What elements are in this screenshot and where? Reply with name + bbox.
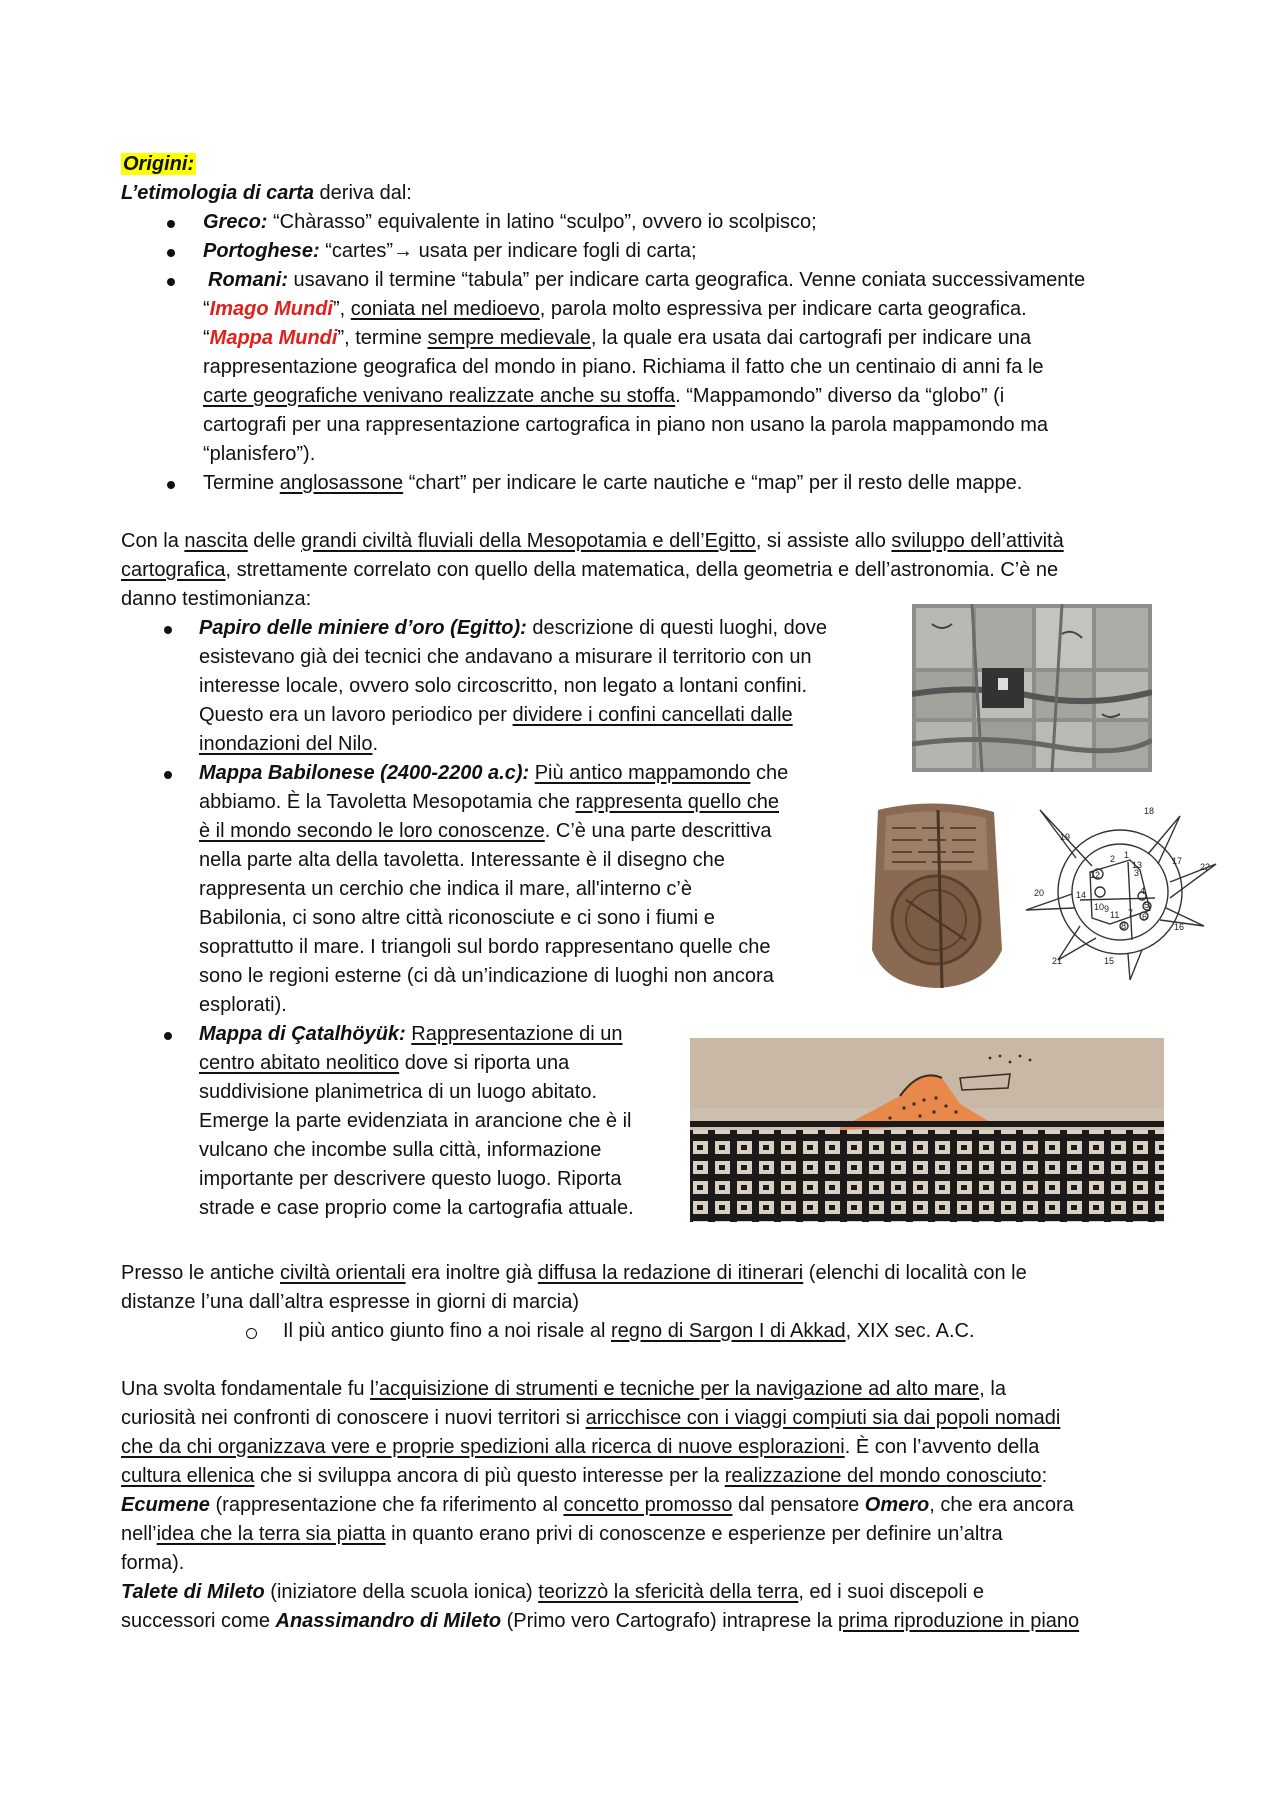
civilta-line-3: danno testimonianza: bbox=[121, 588, 312, 610]
romani-line-5: carte geografiche venivano realizzate anche su stoffa. “Mappamondo” diverso da “globo” (i bbox=[203, 385, 1005, 407]
babilonese-line-9: esplorati). bbox=[199, 994, 287, 1016]
bullet-icon bbox=[167, 481, 175, 489]
romani-line-2: “Imago Mundi”, coniata nel medioevo, parola molto espressiva per indicare carta geografica. bbox=[203, 298, 1027, 320]
bullet-romani: Romani: usavano il termine “tabula” per indicare carta geografica. Venne coniata successivamente bbox=[208, 269, 1086, 291]
diagram-label: 14 bbox=[1076, 890, 1087, 900]
diagram-label: 17 bbox=[1172, 856, 1183, 866]
catal-line-3: suddivisione planimetrica di un luogo abitato. bbox=[199, 1081, 598, 1103]
bullet-icon bbox=[167, 220, 175, 228]
catal-line-2: centro abitato neolitico dove si riporta una bbox=[199, 1052, 570, 1074]
romani-line-7: “planisfero”). bbox=[203, 443, 316, 465]
heading bbox=[121, 150, 196, 179]
bullet-anglosassone: Termine anglosassone “chart” per indicare le carte nautiche e “map” per il resto delle mappe. bbox=[203, 472, 1023, 494]
svolta-line-8: Talete di Mileto (iniziatore della scuola ionica) teorizzò la sfericità della terra, ed i suoi discepoli e bbox=[121, 1581, 984, 1603]
romani-line-6: cartografi per una rappresentazione cartografica in piano non usano la parola mappamondo ma bbox=[203, 414, 1048, 436]
catal-line-6: importante per descrivere questo luogo. Riporta bbox=[199, 1168, 622, 1190]
diagram-label: 6 bbox=[1142, 912, 1148, 922]
svolta-line-4: cultura ellenica che si sviluppa ancora di più questo interesse per la realizzazione del mondo conosciuto: bbox=[121, 1465, 1048, 1487]
diagram-label: 1 bbox=[1124, 850, 1130, 860]
origini-heading: Origini: bbox=[123, 153, 195, 175]
bullet-icon bbox=[167, 249, 175, 257]
papiro-image bbox=[912, 604, 1152, 772]
diagram-label: 7 bbox=[1128, 908, 1134, 918]
papiro-line-1: Papiro delle miniere d’oro (Egitto): descrizione di questi luoghi, dove bbox=[199, 617, 827, 639]
bullet-icon bbox=[167, 278, 175, 286]
diagram-label: 13 bbox=[1132, 860, 1143, 870]
diagram-label: 21 bbox=[1052, 956, 1063, 966]
babilonese-line-3: è il mondo secondo le loro conoscenze. C’è una parte descrittiva bbox=[199, 820, 772, 842]
diagram-label: 4 bbox=[1140, 886, 1146, 896]
papiro-line-5: inondazioni del Nilo. bbox=[199, 733, 379, 755]
romani-line-4: rappresentazione geografica del mondo in piano. Richiama il fatto che un centinaio di anni fa le bbox=[203, 356, 1044, 378]
imago-mundi: Imago Mundi bbox=[209, 298, 333, 320]
papiro-line-3: interesse locale, ovvero solo circoscritto, non legato a lontani confini. bbox=[199, 675, 808, 697]
babylonian-map-diagram bbox=[1020, 800, 1220, 985]
circle-bullet-icon bbox=[246, 1328, 257, 1339]
babilonese-line-4: nella parte alta della tavoletta. Interessante è il disegno che bbox=[199, 849, 725, 871]
babilonese-line-6: Babilonia, ci sono altre città riconosciute e ci sono i fiumi e bbox=[199, 907, 715, 929]
catal-line-7: strade e case proprio come la cartografia attuale. bbox=[199, 1197, 634, 1219]
catal-line-4: Emerge la parte evidenziata in arancione che è il bbox=[199, 1110, 632, 1132]
romani-line-3: “Mappa Mundi”, termine sempre medievale, la quale era usata dai cartografi per indicare una bbox=[203, 327, 1032, 349]
papiro-line-2: esistevano già dei tecnici che andavano a misurare il territorio con un bbox=[199, 646, 812, 668]
bullet-icon bbox=[164, 771, 172, 779]
diagram-label: 19 bbox=[1060, 832, 1071, 842]
bullet-icon bbox=[164, 626, 172, 634]
diagram-label: 11 bbox=[1110, 910, 1120, 920]
catalhoyuk-mural-image bbox=[690, 1038, 1164, 1222]
catal-line-5: vulcano che incombe sulla città, informazione bbox=[199, 1139, 602, 1161]
babilonese-line-7: soprattutto il mare. I triangoli sul bordo rappresentano quelle che bbox=[199, 936, 771, 958]
svolta-line-3: che da chi organizzava vere e proprie spedizioni alla ricerca di nuove esplorazioni. È con l’avvento della bbox=[121, 1436, 1040, 1458]
babilonese-line-5: rappresenta un cerchio che indica il mare, all'interno c’è bbox=[199, 878, 692, 900]
civilta-line-1: Con la nascita delle grandi civiltà fluviali della Mesopotamia e dell’Egitto, si assiste allo sviluppo dell’attività bbox=[121, 530, 1064, 552]
etymology-intro: L’etimologia di carta deriva dal: bbox=[121, 182, 412, 204]
diagram-label: 2 bbox=[1110, 854, 1116, 864]
svolta-line-5: Ecumene (rappresentazione che fa riferimento al concetto promosso dal pensatore Omero, che era ancora bbox=[121, 1494, 1074, 1516]
svolta-line-7: forma). bbox=[121, 1552, 185, 1574]
diagram-label: 8 bbox=[1121, 921, 1127, 931]
svolta-line-6: nell’idea che la terra sia piatta in quanto erano privi di conoscenze e esperienze per definire un’altra bbox=[121, 1523, 1003, 1545]
diagram-label: 9 bbox=[1104, 904, 1110, 914]
mappa-mundi: Mappa Mundi bbox=[209, 327, 338, 349]
diagram-label: 16 bbox=[1174, 922, 1185, 932]
papiro-line-4: Questo era un lavoro periodico per dividere i confini cancellati dalle bbox=[199, 704, 793, 726]
babilonese-line-1: Mappa Babilonese (2400-2200 a.c): Più antico mappamondo che bbox=[199, 762, 789, 784]
bullet-greco: Greco: “Chàrasso” equivalente in latino “sculpo”, ovvero io scolpisco; bbox=[203, 211, 817, 233]
diagram-label: 3 bbox=[1134, 868, 1140, 878]
itinerari-line-1: Presso le antiche civiltà orientali era inoltre già diffusa la redazione di itinerari (elenchi di località con le bbox=[121, 1262, 1027, 1284]
bullet-portoghese: Portoghese: “cartes”→ usata per indicare fogli di carta; bbox=[203, 240, 697, 262]
diagram-label: 5 bbox=[1144, 900, 1150, 910]
itinerari-subitem: Il più antico giunto fino a noi risale al regno di Sargon I di Akkad, XIX sec. A.C. bbox=[283, 1320, 975, 1342]
diagram-label: 10 bbox=[1094, 902, 1105, 912]
diagram-label: 18 bbox=[1144, 806, 1155, 816]
babilonese-line-8: sono le regioni esterne (ci dà un’indicazione di luoghi non ancora bbox=[199, 965, 774, 987]
svolta-line-1: Una svolta fondamentale fu l’acquisizione di strumenti e tecniche per la navigazione ad alto mare, la bbox=[121, 1378, 1006, 1400]
diagram-label: 15 bbox=[1104, 956, 1115, 966]
svolta-line-9: successori come Anassimandro di Mileto (Primo vero Cartografo) intraprese la prima riproduzione in piano bbox=[121, 1610, 1080, 1632]
svolta-line-2: curiosità nei confronti di conoscere i nuovi territori si arricchisce con i viaggi compiuti sia dai popoli nomadi bbox=[121, 1407, 1061, 1429]
diagram-label: 12 bbox=[1090, 870, 1101, 880]
babilonese-line-2: abbiamo. È la Tavoletta Mesopotamia che rappresenta quello che bbox=[199, 791, 779, 813]
civilta-line-2: cartografica, strettamente correlato con quello della matematica, della geometria e dell’astronomia. C’è ne bbox=[121, 559, 1059, 581]
diagram-label: 20 bbox=[1034, 888, 1045, 898]
babylonian-tablet-image bbox=[866, 800, 1006, 990]
itinerari-line-2: distanze l’una dall’altra espresse in giorni di marcia) bbox=[121, 1291, 579, 1313]
bullet-icon bbox=[164, 1032, 172, 1040]
catal-line-1: Mappa di Çatalhöyük: Rappresentazione di un bbox=[199, 1023, 623, 1045]
diagram-label: 22 bbox=[1200, 862, 1211, 872]
